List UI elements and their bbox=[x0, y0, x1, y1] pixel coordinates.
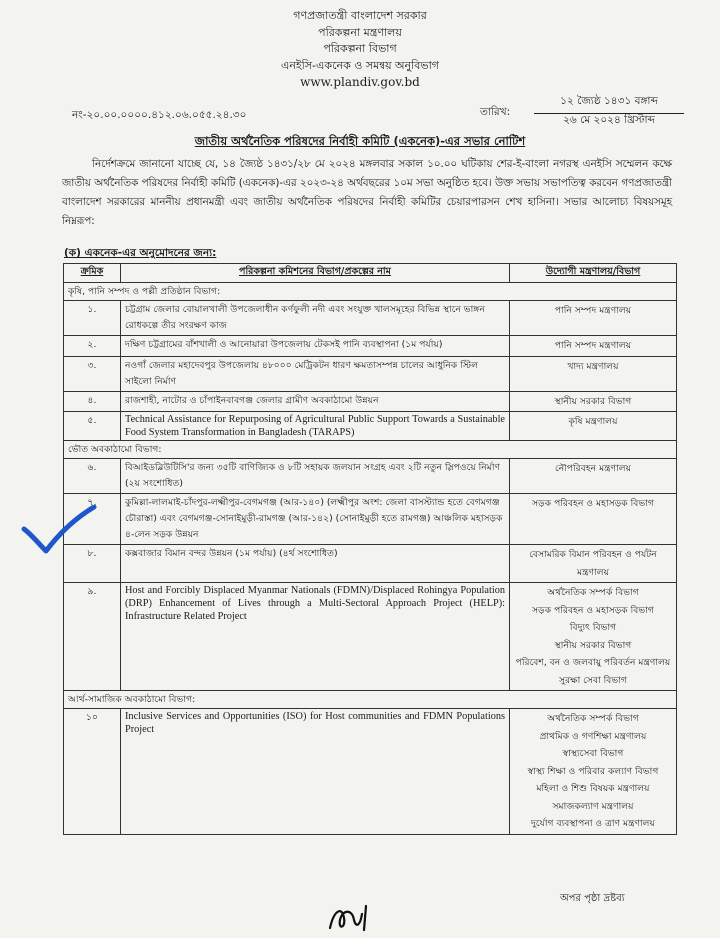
ministry-line: সমাজকল্যাণ মন্ত্রণালয় bbox=[552, 800, 634, 812]
header-project: পরিকল্পনা কমিশনের বিভাগ/প্রকল্পের নাম bbox=[121, 264, 510, 283]
agenda-table bbox=[63, 263, 677, 835]
row-ministry bbox=[510, 494, 677, 545]
division-row bbox=[64, 441, 677, 459]
date-bangla: ১২ জ্যৈষ্ঠ ১৪৩১ বঙ্গাব্দ bbox=[534, 94, 684, 114]
ministry-line: পানি সম্পদ মন্ত্রণালয় bbox=[554, 340, 632, 351]
row-project-name: কুমিল্লা-লালমাই-চাঁদপুর-লক্ষ্মীপুর-বেগমগঞ্জ (আর-১৪০) (লক্ষ্মীপুর অংশ: জেলা বাসস্ট্যান্ড হতে বেগমগঞ্জ চৌরাস্তা) এবং বেগমগঞ্জ-সোনাইমুড়ী-রামগঞ্জ (আর-১৪২) (সোনাইমুড়ী হতে রামগঞ্জ) আঞ্চলিক মহাসড়ক ৪-লেন সড়ক উন্নয়ন bbox=[121, 494, 510, 545]
row-project-name: কক্সবাজার বিমান বন্দর উন্নয়ন (১ম পর্যায়) (৪র্থ সংশোধিত) bbox=[121, 545, 510, 583]
ministry-line: কৃষি মন্ত্রণালয় bbox=[568, 416, 618, 427]
wing-name: এনইসি-একনেক ও সমন্বয় অনুবিভাগ bbox=[280, 58, 440, 72]
table-row bbox=[64, 583, 677, 691]
row-project-name: Technical Assistance for Repurposing of Agricultural Public Support Towards a Sustainable Food System Transformation in Bangladesh (TARAPS) bbox=[121, 412, 510, 441]
notice-title-text: জাতীয় অর্থনৈতিক পরিষদের নির্বাহী কমিটি (একনেক)-এর সভার নোটিশ bbox=[194, 134, 526, 148]
date-gregorian: ২৬ মে ২০২৪ খ্রিস্টাব্দ bbox=[563, 114, 655, 126]
row-project-name: চট্টগ্রাম জেলার বোয়ালখালী উপজেলাধীন কর্ণফুলী নদী এবং সংযুক্ত খালসমূহের বিভিন্ন স্থানে ভাঙ্গন রোধকল্পে তীর সংরক্ষণ কাজ bbox=[121, 301, 510, 336]
header-ministry: উদ্যোগী মন্ত্রণালয়/বিভাগ bbox=[510, 264, 677, 283]
row-serial: ৮. bbox=[64, 545, 121, 583]
row-serial: ৪. bbox=[64, 391, 121, 412]
checkmark-icon bbox=[20, 505, 98, 555]
row-project-name: দক্ষিণ চট্টগ্রামের বাঁশখালী ও আনোয়ারা উপজেলায় টেকসই পানি ব্যবস্থাপনা (১ম পর্যায়) bbox=[121, 336, 510, 357]
memo-number: নং-২০.০০.০০০০.৪১২.০৬.০৫৫.২৪.৩০ bbox=[72, 109, 247, 121]
row-serial: ৯. bbox=[64, 583, 121, 691]
table-row bbox=[64, 459, 677, 494]
row-serial: ১০ bbox=[64, 709, 121, 835]
row-ministry bbox=[510, 336, 677, 357]
ministry-line: নৌপরিবহন মন্ত্রণালয় bbox=[554, 463, 632, 474]
website-url: www.plandiv.gov.bd bbox=[300, 75, 420, 89]
row-project-name: নওগাঁ জেলার মহাদেবপুর উপজেলায় ৪৮০০০ মেট্রিকটন ধারণ ক্ষমতাসম্পন্ন চালের আধুনিক স্টিল সাইলো নির্মাণ bbox=[121, 356, 510, 391]
ministry-line: স্বাস্থ্য শিক্ষা ও পরিবার কল্যাণ বিভাগ bbox=[527, 765, 659, 777]
table-row bbox=[64, 709, 677, 835]
ministry-line: দুর্যোগ ব্যবস্থাপনা ও ত্রাণ মন্ত্রণালয় bbox=[531, 818, 655, 829]
table-row bbox=[64, 494, 677, 545]
ministry-line: খাদ্য মন্ত্রণালয় bbox=[567, 360, 619, 372]
intro-paragraph: নির্দেশক্রমে জানানো যাচ্ছে যে, ১৪ জ্যৈষ্ঠ ১৪৩১/২৮ মে ২০২৪ মঙ্গলবার সকাল ১০.০০ ঘটিকায় শের-ই-বাংলা নগরস্থ এনইসি সম্মেলন কক্ষে জাতীয় অর্থনৈতিক পরিষদের নির্বাহী কমিটি (একনেক)-এর ২০২৩-২৪ অর্থবছরের ১০ম সভা অনুষ্ঠিত হবে। উক্ত সভায় সভাপতিত্ব করবেন গণপ্রজাতন্ত্রী বাংলাদেশ সরকারের মাননীয় প্রধানমন্ত্রী এবং জাতীয় অর্থনৈতিক পরিষদের নির্বাহী কমিটির চেয়ারপারসন শেখ হাসিনা। সভার আলোচ্য বিষয়সমূহ নিম্নরূপ: bbox=[62, 158, 672, 227]
table-row bbox=[64, 356, 677, 391]
row-serial: ৩. bbox=[64, 356, 121, 391]
row-project-name: বিআইডব্লিউটিসি'র জন্য ৩৫টি বাণিজ্যিক ও ৮টি সহায়ক জলযান সংগ্রহ এবং ২টি নতুন স্লিপওয়ে নির্মাণ (২য় সংশোধিত) bbox=[121, 459, 510, 494]
govt-name: গণপ্রজাতন্ত্রী বাংলাদেশ সরকার bbox=[293, 9, 427, 22]
header-serial: ক্রমিক bbox=[64, 264, 121, 283]
division-row bbox=[64, 283, 677, 301]
footer-note: অপর পৃষ্ঠা দ্রষ্টব্য bbox=[560, 893, 625, 904]
ministry-line: স্থানীয় সরকার বিভাগ bbox=[554, 639, 632, 651]
row-serial: ২. bbox=[64, 336, 121, 357]
ministry-line: পানি সম্পদ মন্ত্রণালয় bbox=[554, 305, 632, 316]
row-ministry bbox=[510, 459, 677, 494]
row-project-name: Host and Forcibly Displaced Myanmar Nationals (FDMN)/Displaced Rohingya Population (DRP) Enhancement of Lives through a Multi-Sectoral Approach Project (HELP): Infrastructure Related Project bbox=[121, 583, 510, 691]
row-ministry bbox=[510, 545, 677, 583]
ministry-line: অর্থনৈতিক সম্পর্ক বিভাগ bbox=[547, 587, 639, 598]
ministry-line: প্রাথমিক ও গণশিক্ষা মন্ত্রণালয় bbox=[539, 730, 647, 742]
row-ministry bbox=[510, 391, 677, 412]
table-header-row bbox=[64, 264, 677, 283]
row-ministry bbox=[510, 709, 677, 835]
ministry-line: সুরক্ষা সেবা বিভাগ bbox=[559, 674, 627, 686]
date-label: তারিখ: bbox=[480, 106, 511, 118]
ministry-line: বেসামরিক বিমান পরিবহন ও পর্যটন মন্ত্রণালয় bbox=[529, 549, 657, 578]
agenda-body bbox=[64, 283, 677, 835]
division-row bbox=[64, 691, 677, 709]
division-name: পরিকল্পনা বিভাগ bbox=[323, 42, 397, 55]
letterhead bbox=[0, 8, 720, 91]
notice-title bbox=[0, 133, 720, 152]
section-heading: (ক) একনেক-এর অনুমোদনের জন্য: bbox=[64, 247, 217, 259]
ministry-line: বিদ্যুৎ বিভাগ bbox=[569, 622, 617, 633]
ministry-line: স্বাস্থ্যসেবা বিভাগ bbox=[562, 748, 624, 759]
table-row bbox=[64, 301, 677, 336]
division-agri: কৃষি, পানি সম্পদ ও পল্লী প্রতিষ্ঠান বিভাগ: bbox=[64, 283, 677, 301]
row-serial: ৬. bbox=[64, 459, 121, 494]
ministry-line: পরিবেশ, বন ও জলবায়ু পরিবর্তন মন্ত্রণালয় bbox=[515, 657, 671, 668]
row-project-name: রাজশাহী, নাটোর ও চাঁপাইনবাবগঞ্জ জেলার গ্রামীণ অবকাঠামো উন্নয়ন bbox=[121, 391, 510, 412]
ministry-line: অর্থনৈতিক সম্পর্ক বিভাগ bbox=[547, 713, 639, 724]
ministry-line: সড়ক পরিবহন ও মহাসড়ক বিভাগ bbox=[532, 604, 654, 616]
row-serial: ৭. bbox=[64, 494, 121, 545]
row-project-name: Inclusive Services and Opportunities (ISO) for Host communities and FDMN Populations Project bbox=[121, 709, 510, 835]
ministry-line: সড়ক পরিবহন ও মহাসড়ক বিভাগ bbox=[532, 498, 654, 509]
row-serial: ১. bbox=[64, 301, 121, 336]
division-physical: ভৌত অবকাঠামো বিভাগ: bbox=[64, 441, 677, 459]
ministry-line: মহিলা ও শিশু বিষয়ক মন্ত্রণালয় bbox=[536, 783, 650, 794]
ministry-line: স্থানীয় সরকার বিভাগ bbox=[554, 395, 632, 407]
row-ministry bbox=[510, 412, 677, 441]
row-ministry bbox=[510, 356, 677, 391]
row-ministry bbox=[510, 301, 677, 336]
row-ministry bbox=[510, 583, 677, 691]
table-row bbox=[64, 336, 677, 357]
division-socio: আর্থ-সামাজিক অবকাঠামো বিভাগ: bbox=[64, 691, 677, 709]
table-row bbox=[64, 412, 677, 441]
table-row bbox=[64, 391, 677, 412]
ministry-name: পরিকল্পনা মন্ত্রণালয় bbox=[318, 25, 402, 39]
signature-icon bbox=[326, 900, 376, 934]
row-serial: ৫. bbox=[64, 412, 121, 441]
table-row bbox=[64, 545, 677, 583]
